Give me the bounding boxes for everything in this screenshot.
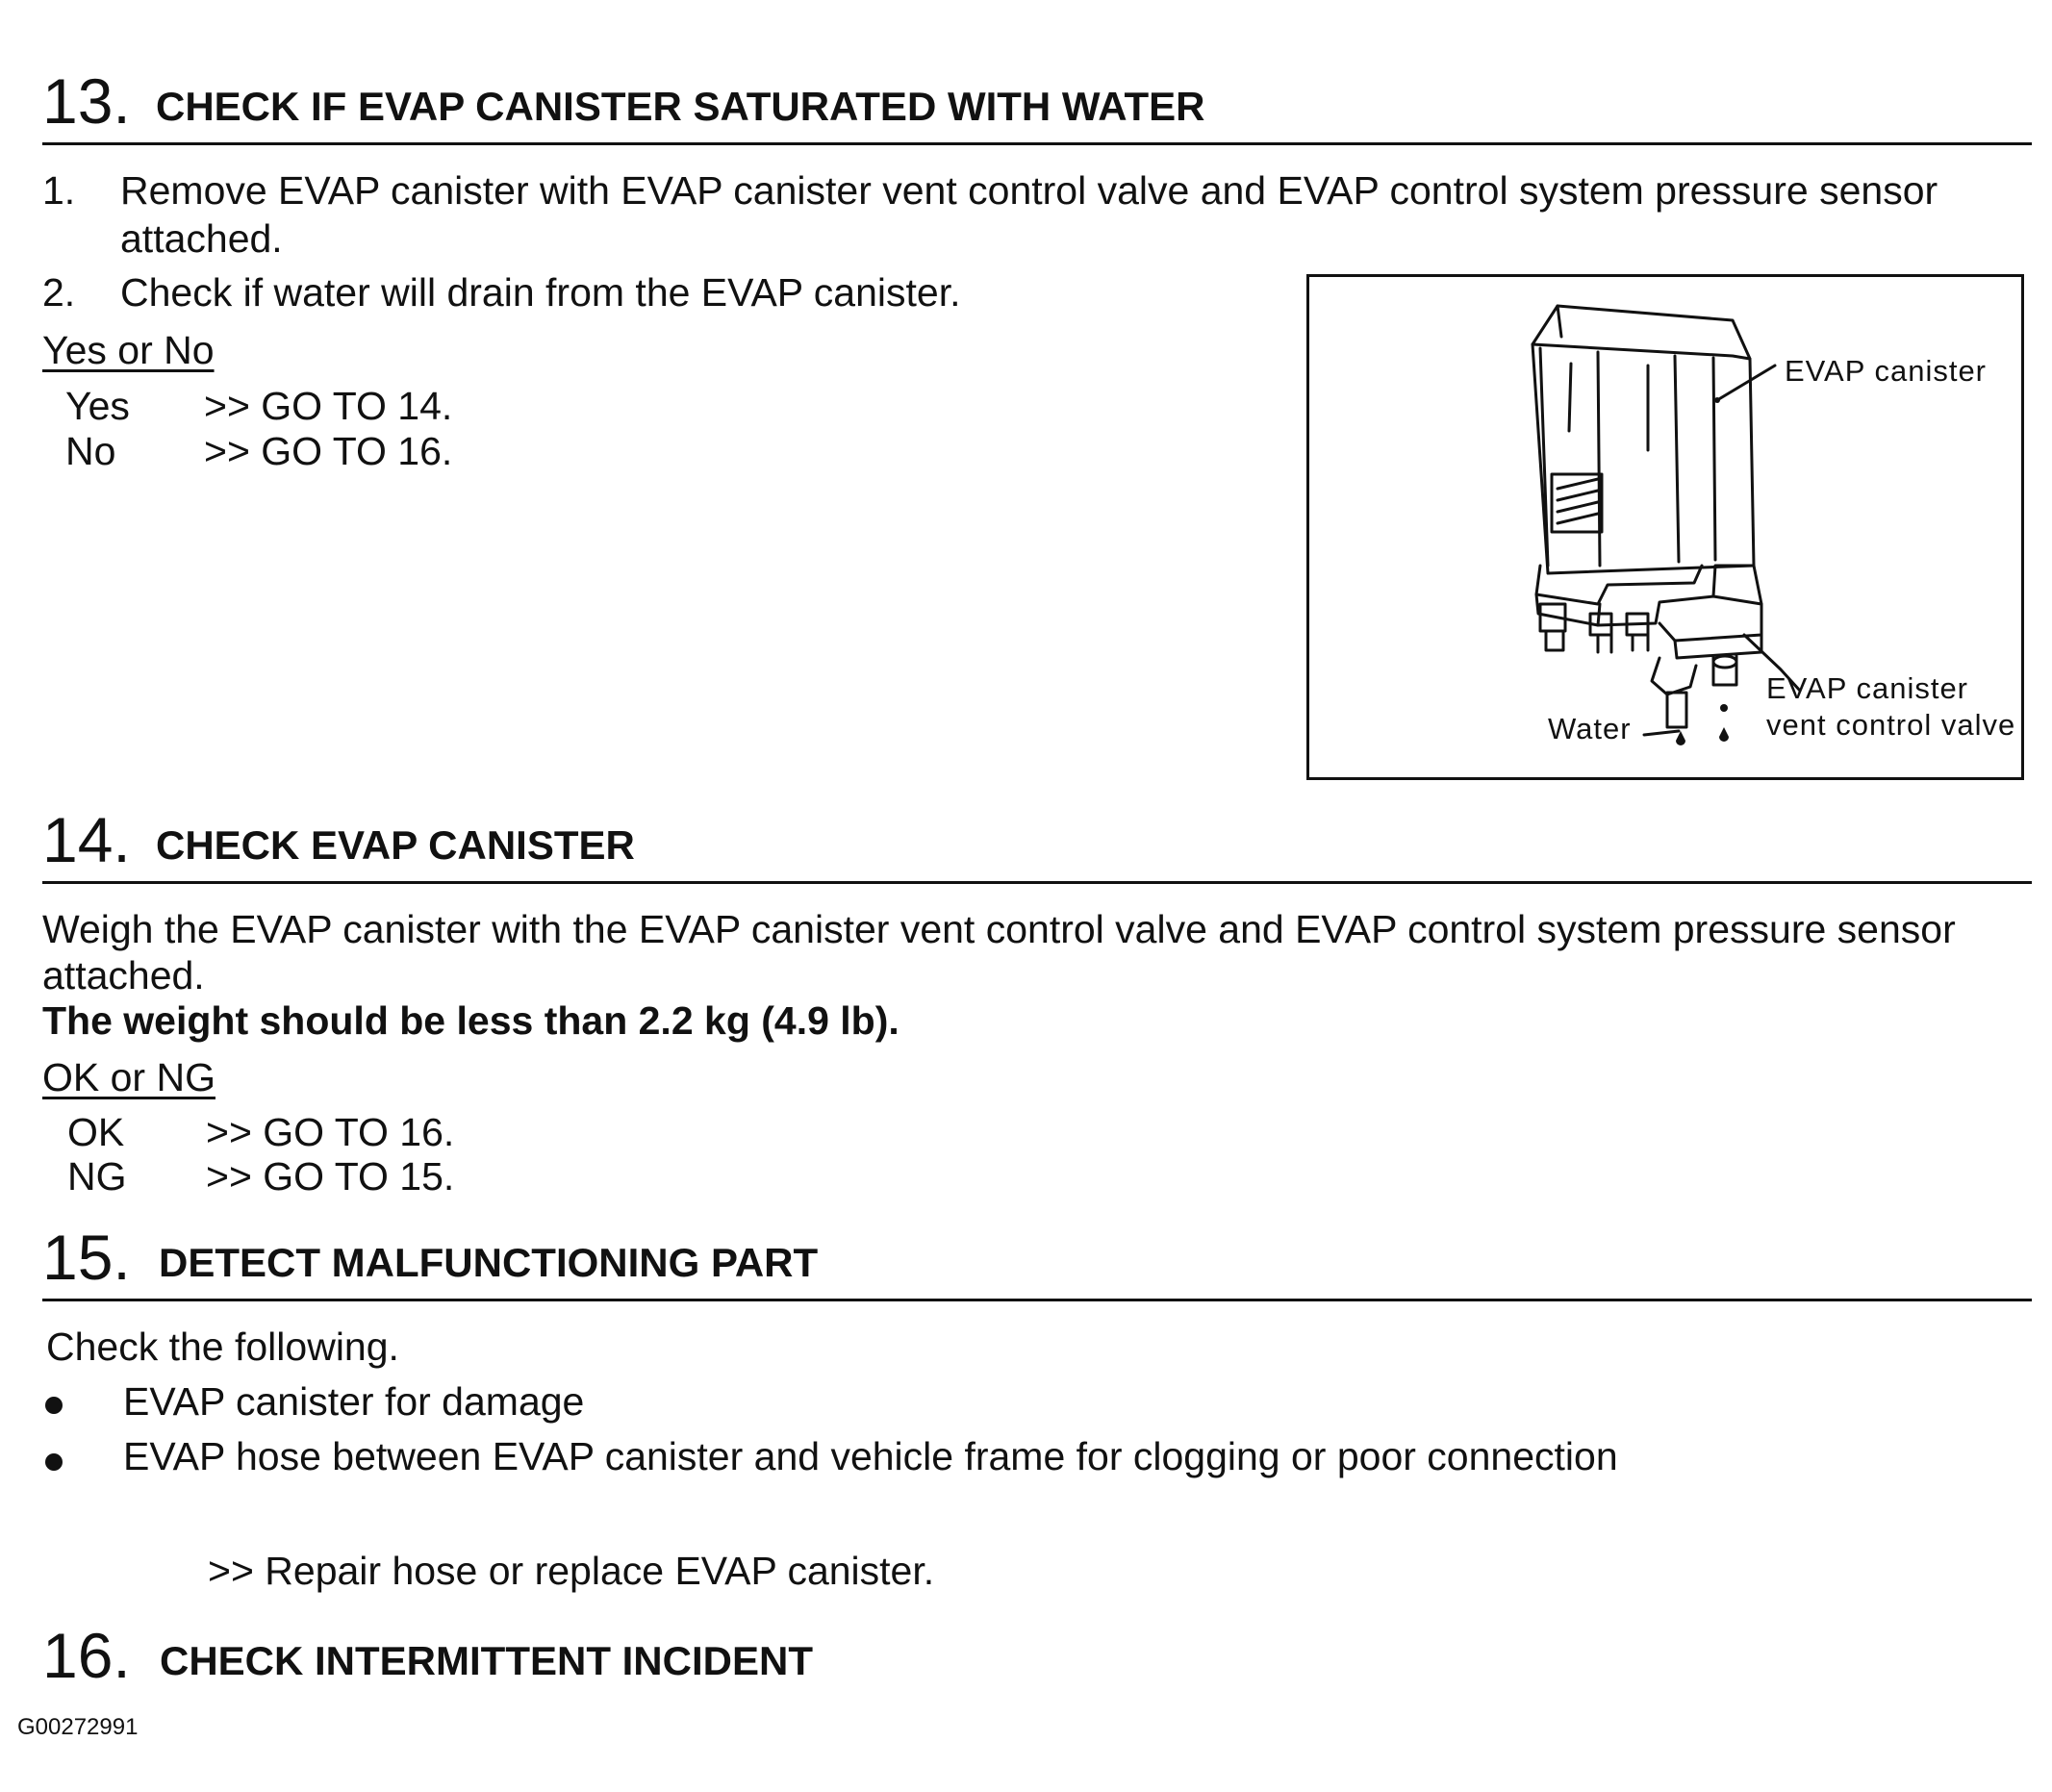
step-15-bullet-1: EVAP canister for damage [123,1379,585,1424]
step-14-number: 14. [42,804,131,875]
step-15-action: >> Repair hose or replace EVAP canister. [208,1549,935,1593]
step-14-body: Weigh the EVAP canister with the EVAP canister vent control valve and EVAP control system pressure sensor [42,907,1956,951]
step-14-title: CHECK EVAP CANISTER [156,822,635,868]
figure-label-evap-canister: EVAP canister [1785,354,1988,388]
step-13-rule [42,142,2032,145]
evap-canister-figure [1306,274,2024,780]
bullet-dot-icon [45,1453,63,1471]
step-13-item-1-text: Remove EVAP canister with EVAP canister vent control valve and EVAP control system pressure sensor [120,168,1938,213]
step-15-rule [42,1299,2032,1301]
step-14-body-cont: attached. [42,953,205,997]
step-15-number: 15. [42,1222,131,1293]
bullet-dot-icon [45,1397,63,1414]
step-14-result-ng-key: NG [67,1154,127,1199]
step-13-decision-label: Yes or No [42,328,215,372]
step-15-bullet-2: EVAP hose between EVAP canister and vehicle frame for clogging or poor connection [123,1434,1618,1478]
step-16-title: CHECK INTERMITTENT INCIDENT [160,1638,813,1683]
step-13-item-2-text: Check if water will drain from the EVAP canister. [120,270,961,315]
document-id: G00272991 [17,1714,139,1740]
step-13-item-1-number: 1. [42,168,76,213]
step-15-intro: Check the following. [46,1325,399,1369]
step-13-result-no-key: No [65,429,116,473]
step-13-result-yes-key: Yes [65,384,130,428]
step-13-number: 13. [42,65,131,137]
figure-label-valve-line1: EVAP canister [1766,671,1969,705]
step-14-result-ok-key: OK [67,1110,125,1154]
step-13-item-2-number: 2. [42,270,76,315]
figure-label-valve-line2: vent control valve [1766,708,2016,742]
step-13-result-yes-action: >> GO TO 14. [204,384,453,428]
step-14-rule [42,881,2032,884]
figure-label-water: Water [1548,712,1632,745]
step-14-weight-spec: The weight should be less than 2.2 kg (4.9 lb). [42,998,899,1043]
step-13-item-1-text-cont: attached. [120,216,283,261]
step-13-result-no-action: >> GO TO 16. [204,429,453,473]
step-15-title: DETECT MALFUNCTIONING PART [159,1240,819,1285]
step-14-result-ng-action: >> GO TO 15. [206,1154,455,1199]
step-13-title: CHECK IF EVAP CANISTER SATURATED WITH WATER [156,84,1205,129]
step-16-number: 16. [42,1620,131,1691]
step-14-result-ok-action: >> GO TO 16. [206,1110,455,1154]
step-14-decision-label: OK or NG [42,1055,215,1099]
